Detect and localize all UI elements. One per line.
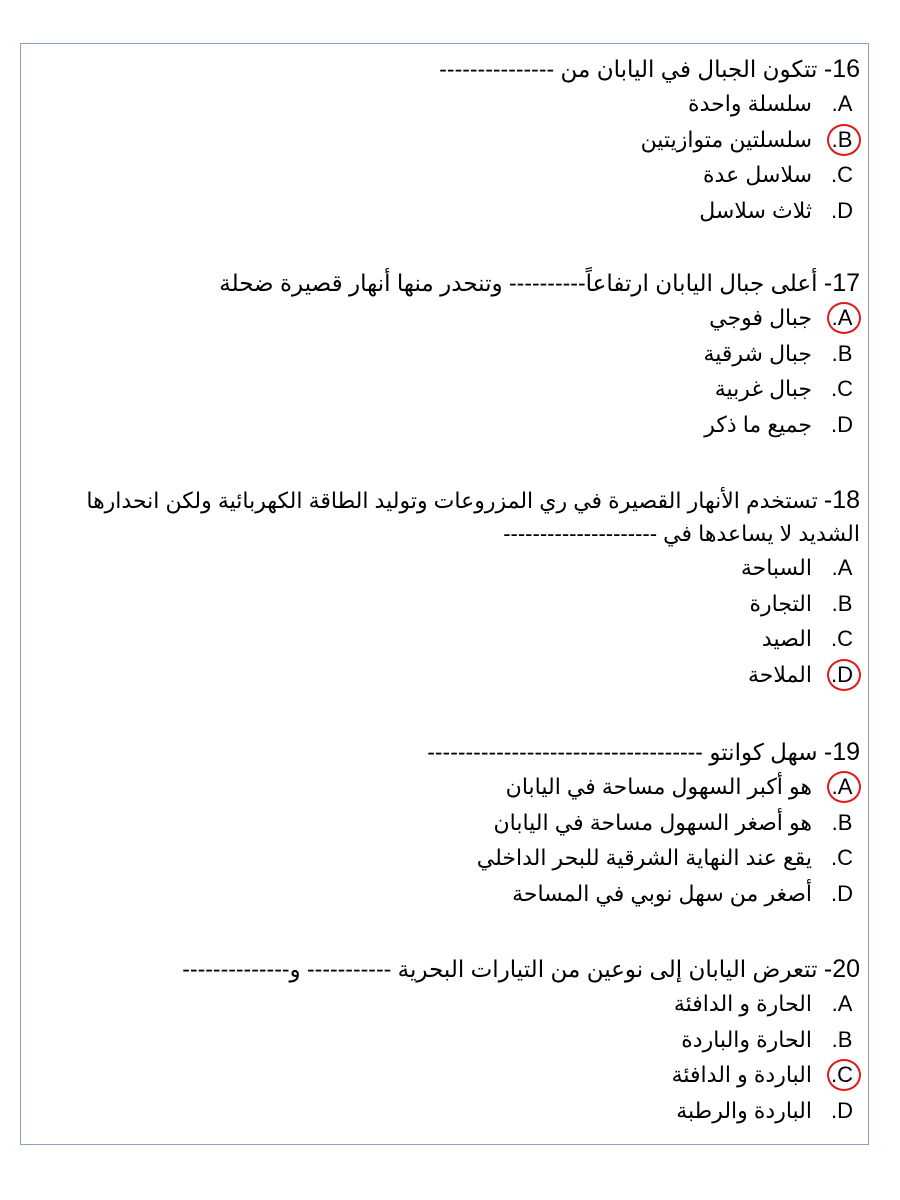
option-text: سلاسل عدة xyxy=(703,162,812,187)
option-letter: A. xyxy=(824,300,860,336)
option-a[interactable] xyxy=(40,300,860,336)
option-a[interactable] xyxy=(40,986,860,1022)
option-c[interactable] xyxy=(40,621,860,657)
option-text: الحارة و الدافئة xyxy=(673,991,812,1016)
option-letter: A. xyxy=(831,991,853,1016)
question-number: 18- xyxy=(823,486,860,514)
option-text: سلسلة واحدة xyxy=(688,91,812,116)
option-letter: B. xyxy=(831,809,853,835)
option-letter: C. xyxy=(830,162,853,187)
option-b[interactable] xyxy=(40,1022,860,1058)
option-letter: B. xyxy=(831,1026,853,1052)
answer-circle-mark xyxy=(827,771,861,803)
option-letter: C. xyxy=(830,626,853,651)
question-number: 16- xyxy=(823,55,860,83)
option-text: الملاحة xyxy=(747,661,812,687)
question-16 xyxy=(40,53,860,228)
option-letter: D. xyxy=(830,197,853,223)
option-d[interactable] xyxy=(40,657,860,693)
option-text: السباحة xyxy=(740,555,812,580)
option-d[interactable] xyxy=(40,1093,860,1129)
option-text: الباردة و الدافئة xyxy=(671,1062,812,1087)
question-18 xyxy=(40,484,860,692)
question-stem xyxy=(40,53,860,86)
option-c[interactable] xyxy=(40,371,860,407)
question-17 xyxy=(40,267,860,442)
option-c[interactable] xyxy=(40,157,860,193)
question-text: تتعرض اليابان إلى نوعين من التيارات البحرية ----------- و-------------- xyxy=(182,956,818,982)
question-20 xyxy=(40,953,860,1128)
option-text: ثلاث سلاسل xyxy=(699,197,812,223)
option-letter: D. xyxy=(830,880,853,906)
option-a[interactable] xyxy=(40,550,860,586)
question-text: أعلى جبال اليابان ارتفاعاً---------- وتنحدر منها أنهار قصيرة ضحلة xyxy=(219,270,818,296)
answer-circle-mark xyxy=(827,1059,861,1091)
option-letter: D. xyxy=(824,657,860,693)
option-text: هو أكبر السهول مساحة في اليابان xyxy=(505,774,812,799)
option-letter: D. xyxy=(830,411,853,437)
question-stem xyxy=(40,953,860,986)
option-text: جميع ما ذكر xyxy=(704,411,812,437)
option-c[interactable] xyxy=(40,1057,860,1093)
option-letter: A. xyxy=(831,555,853,580)
option-text: جبال غربية xyxy=(714,376,812,401)
question-number: 17- xyxy=(823,269,860,297)
option-c[interactable] xyxy=(40,840,860,876)
answer-circle-mark xyxy=(827,302,861,334)
option-letter: A. xyxy=(831,91,853,116)
option-text: الحارة والباردة xyxy=(681,1026,812,1052)
option-a[interactable] xyxy=(40,86,860,122)
option-text: هو أصغر السهول مساحة في اليابان xyxy=(493,809,812,835)
option-a[interactable] xyxy=(40,769,860,805)
option-b[interactable] xyxy=(40,805,860,841)
option-text: أصغر من سهل نوبي في المساحة xyxy=(512,880,812,906)
option-b[interactable] xyxy=(40,122,860,158)
option-letter: B. xyxy=(831,340,853,366)
question-19 xyxy=(40,736,860,911)
question-stem xyxy=(40,267,860,300)
option-text: الباردة والرطبة xyxy=(676,1097,812,1123)
question-stem xyxy=(40,484,860,550)
option-letter: B. xyxy=(831,590,853,616)
question-stem xyxy=(40,736,860,769)
option-text: يقع عند النهاية الشرقية للبحر الداخلي xyxy=(476,845,812,870)
option-text: جبال شرقية xyxy=(703,340,812,366)
question-number: 19- xyxy=(823,738,860,766)
question-text: تستخدم الأنهار القصيرة في ري المزروعات وتوليد الطاقة الكهربائية ولكن انحدارها الشديد لا يساعدها في --------------------- xyxy=(86,488,860,546)
option-letter: C. xyxy=(824,1057,860,1093)
option-b[interactable] xyxy=(40,586,860,622)
option-letter: D. xyxy=(830,1097,853,1123)
option-text: التجارة xyxy=(749,590,812,616)
answer-circle-mark xyxy=(827,659,861,691)
question-text: سهل كوانتو ------------------------------------ xyxy=(427,739,818,765)
option-d[interactable] xyxy=(40,407,860,443)
option-d[interactable] xyxy=(40,876,860,912)
option-text: الصيد xyxy=(761,626,812,651)
option-letter: C. xyxy=(830,845,853,870)
question-number: 20- xyxy=(823,955,860,983)
option-text: جبال فوجي xyxy=(709,305,812,330)
question-text: تتكون الجبال في اليابان من --------------- xyxy=(439,56,818,82)
option-d[interactable] xyxy=(40,193,860,229)
answer-circle-mark xyxy=(827,124,861,156)
option-letter: A. xyxy=(824,769,860,805)
option-text: سلسلتين متوازيتين xyxy=(640,126,812,152)
option-letter: C. xyxy=(830,376,853,401)
option-b[interactable] xyxy=(40,336,860,372)
option-letter: B. xyxy=(824,122,860,158)
